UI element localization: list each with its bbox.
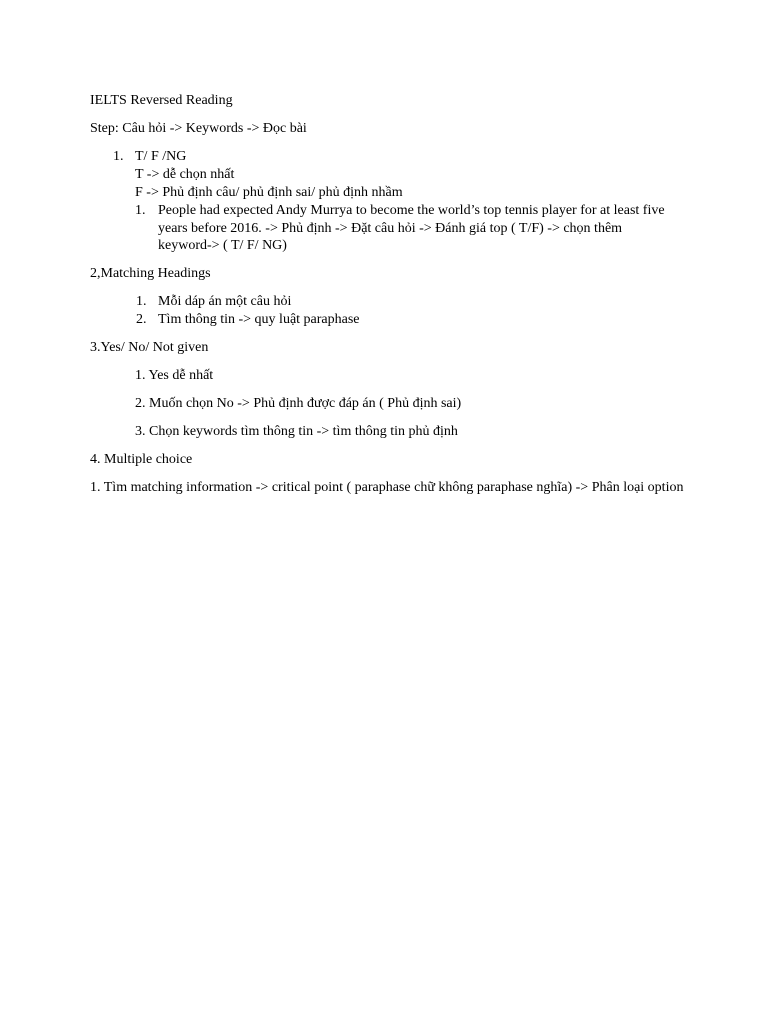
section2-item-text: Tìm thông tin -> quy luật paraphase	[158, 312, 360, 327]
section1-sub-number: 1.	[135, 203, 146, 218]
section1-line-f: F -> Phủ định câu/ phủ định sai/ phủ định nhầm	[135, 185, 403, 200]
section1-number: 1.	[113, 149, 124, 164]
section3-item: 3. Chọn keywords tìm thông tin -> tìm thông tin phủ định	[135, 424, 458, 439]
section1-heading: T/ F /NG	[135, 149, 187, 164]
section3-item: 1. Yes dễ nhất	[135, 368, 214, 383]
section2-item-number: 1.	[136, 294, 147, 309]
step-line: Step: Câu hỏi -> Keywords -> Đọc bài	[90, 121, 307, 136]
section4-heading: 4. Multiple choice	[90, 452, 193, 467]
section4-item: 1. Tìm matching information -> critical point ( paraphase chữ không paraphase nghĩa) -> Phân loại option	[90, 480, 684, 495]
section2-heading: 2,Matching Headings	[90, 266, 211, 281]
section2-item-number: 2.	[136, 312, 147, 327]
section3-item: 2. Muốn chọn No -> Phủ định được đáp án ( Phủ định sai)	[135, 396, 462, 411]
section2-item-text: Mỗi dáp án một câu hỏi	[158, 294, 292, 309]
section1-line-t: T -> dễ chọn nhất	[135, 167, 235, 182]
section3-heading: 3.Yes/ No/ Not given	[90, 340, 209, 355]
section1-sub-text: People had expected Andy Murrya to become the world’s top tennis player for at least five years before 2016. -> Phủ định -> Đặt câu hỏi -> Đánh giá top ( T/F) -> chọn thêm keyword-> ( T/ F/ NG)	[158, 203, 665, 253]
document-title: IELTS Reversed Reading	[90, 93, 233, 108]
